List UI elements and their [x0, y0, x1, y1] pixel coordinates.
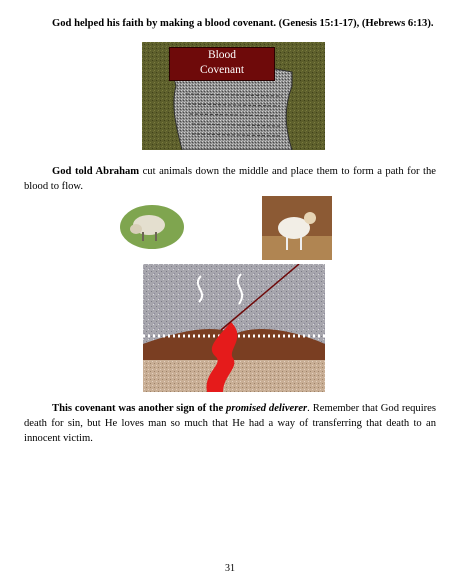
page-number: 31 — [225, 563, 235, 574]
paragraph3-bold-italic: promised deliverer — [226, 403, 308, 414]
paragraph-abraham — [24, 164, 436, 194]
paragraph3-period: . — [307, 403, 310, 414]
sheep-illustration — [119, 201, 185, 249]
blood-covenant-label — [169, 47, 275, 81]
paragraph3-bold: This covenant was another sign of the — [52, 403, 227, 414]
label-line2: Covenant — [199, 64, 245, 76]
paragraph3-rest: Remember that God requires death for sin, but He loves man so much that He had a way of transferring that death to an innocent victim. — [24, 403, 436, 444]
blood-covenant-illustration — [142, 42, 325, 150]
paragraph1-text: God helped his faith by making a blood covenant. (Genesis 15:1-17), (Hebrews 6:13). — [52, 18, 434, 29]
paragraph-blood-covenant — [24, 16, 436, 31]
paragraph-promised-deliverer — [24, 401, 436, 446]
covenant-path-illustration — [143, 264, 325, 392]
man-with-lamb-illustration — [262, 196, 332, 260]
paragraph2-rest: cut animals down the middle and place them to form a path for the blood to flow. — [24, 166, 436, 192]
paragraph2-bold: God told Abraham — [52, 166, 140, 177]
label-line1: Blood — [207, 49, 237, 61]
